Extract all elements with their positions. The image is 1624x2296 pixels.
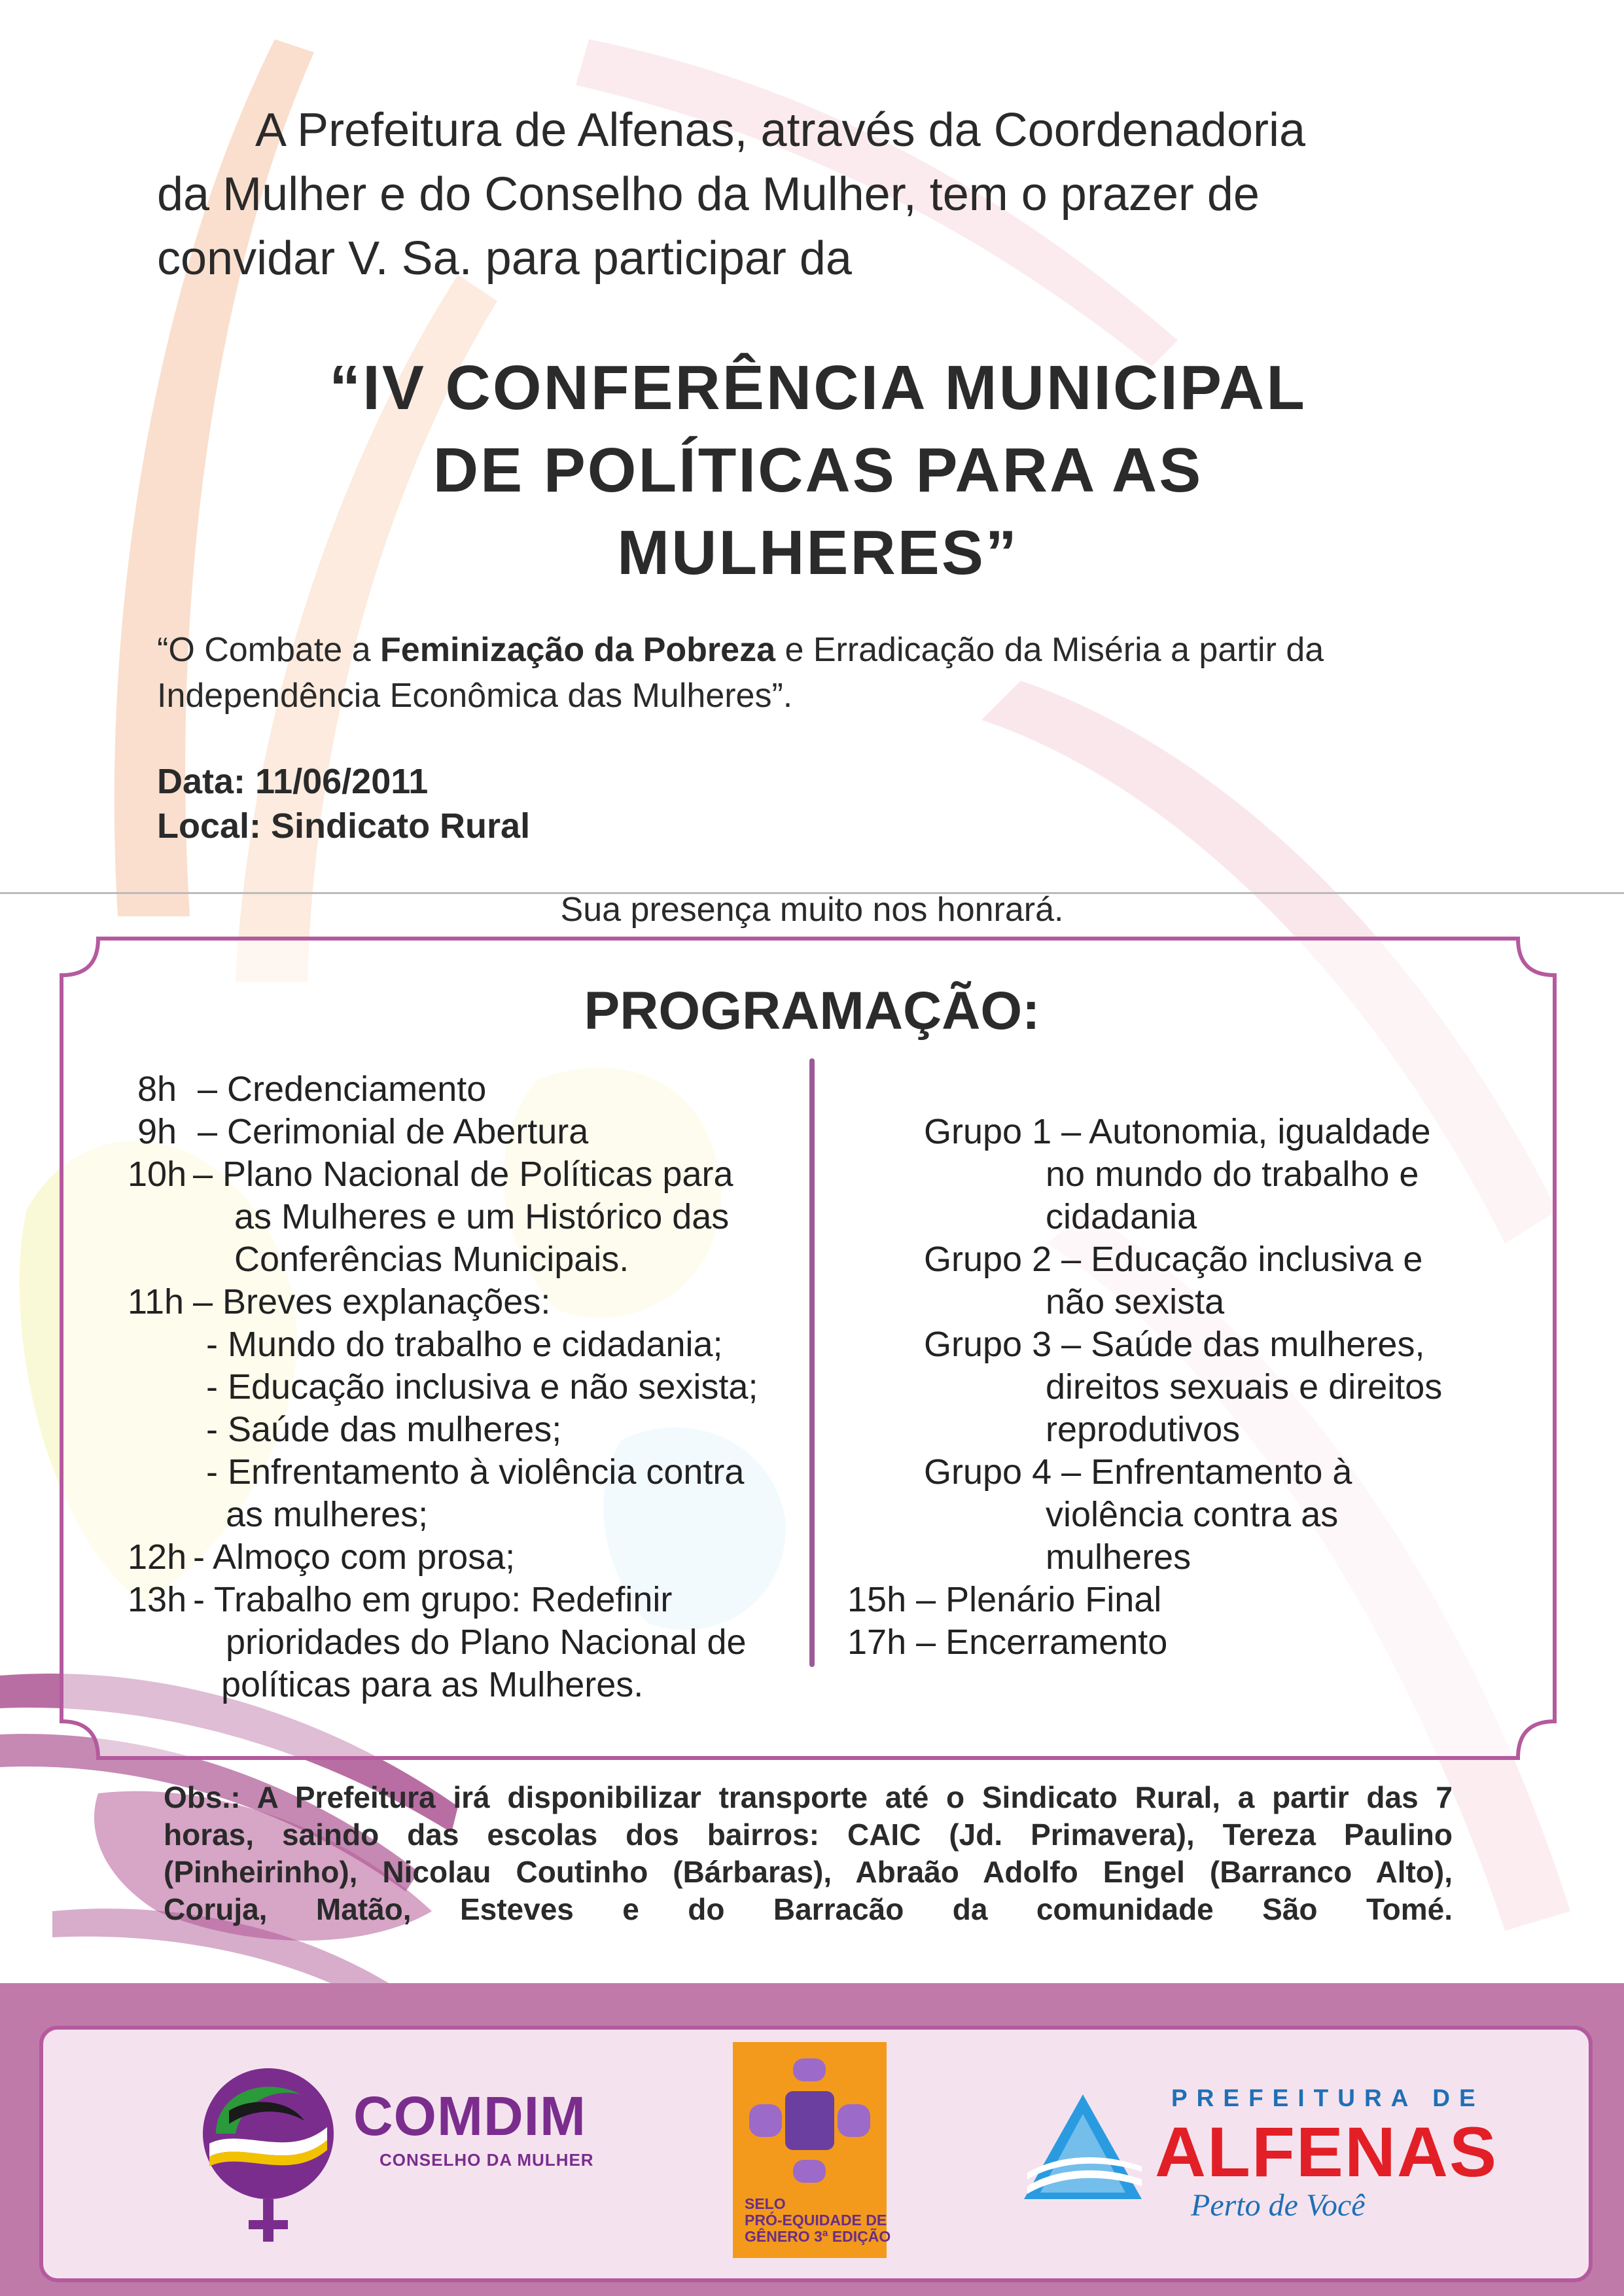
- schedule-time: 11h: [128, 1282, 185, 1321]
- event-info: [157, 759, 530, 848]
- schedule-row: [124, 1111, 805, 1153]
- schedule-row: [124, 1323, 805, 1366]
- schedule-text: - Almoço com prosa;: [193, 1537, 516, 1577]
- group-text: Grupo 1 – Autonomia, igualdade: [924, 1112, 1431, 1151]
- comdim-title: COMDIM: [353, 2085, 586, 2147]
- program-column-divider: [809, 1058, 815, 1667]
- schedule-text: as Mulheres e um Histórico das: [234, 1197, 730, 1236]
- group-row: [844, 1281, 1511, 1323]
- comdim-subtitle: CONSELHO DA MULHER: [380, 2150, 594, 2170]
- title-line-3: MULHERES”: [617, 518, 1019, 588]
- schedule-row: [124, 1664, 805, 1706]
- presence-message: Sua presença muito nos honrará.: [560, 891, 1064, 929]
- group-text: no mundo do trabalho e: [1046, 1155, 1419, 1194]
- schedule-text: - Saúde das mulheres;: [206, 1410, 562, 1449]
- schedule-row: [124, 1451, 805, 1494]
- title-line-1: “IV CONFERÊNCIA MUNICIPAL: [329, 353, 1307, 423]
- invitation-intro: [157, 98, 1485, 291]
- schedule-text: – Cerimonial de Abertura: [198, 1112, 589, 1151]
- schedule-text: - Enfrentamento à violência contra: [206, 1452, 745, 1492]
- schedule-row: [124, 1153, 805, 1196]
- event-date: Data: 11/06/2011: [157, 762, 429, 801]
- group-row: [844, 1494, 1511, 1536]
- group-text: cidadania: [1046, 1197, 1197, 1236]
- schedule-text: Conferências Municipais.: [234, 1240, 629, 1279]
- theme-line-2: Independência Econômica das Mulheres”.: [157, 677, 793, 715]
- event-location: Local: Sindicato Rural: [157, 806, 531, 846]
- schedule-time: 12h: [128, 1537, 187, 1577]
- schedule-time: 13h: [128, 1580, 187, 1619]
- group-row: [844, 1366, 1511, 1408]
- group-text: Grupo 4 – Enfrentamento à: [924, 1452, 1352, 1492]
- group-text: reprodutivos: [1046, 1410, 1241, 1449]
- group-text: não sexista: [1046, 1282, 1225, 1321]
- obs-line-1: Obs.: A Prefeitura irá disponibilizar transporte até o Sindicato Rural, a partir das 7: [164, 1780, 1453, 1814]
- group-row: [844, 1323, 1511, 1366]
- group-text: direitos sexuais e direitos: [1046, 1367, 1443, 1407]
- schedule-text: 15h – Plenário Final: [847, 1580, 1162, 1619]
- group-text: Grupo 2 – Educação inclusiva e: [924, 1240, 1423, 1279]
- schedule-text: - Trabalho em grupo: Redefinir: [193, 1580, 673, 1619]
- schedule-row: [844, 1579, 1511, 1621]
- schedule-row: [124, 1281, 805, 1323]
- conference-theme: [157, 627, 1492, 719]
- schedule-text: - Educação inclusiva e não sexista;: [206, 1367, 758, 1407]
- obs-line-3: (Pinheirinho), Nicolau Coutinho (Bárbaras), Abraão Adolfo Engel (Barranco Alto),: [164, 1855, 1453, 1889]
- title-line-2: DE POLÍTICAS PARA AS: [432, 435, 1203, 505]
- transport-note: [164, 1779, 1453, 1928]
- theme-part-1: “O Combate a: [157, 631, 381, 669]
- group-text: violência contra as: [1046, 1495, 1339, 1534]
- group-row: [844, 1153, 1511, 1196]
- selo-text: [745, 2196, 892, 2245]
- intro-line-2: da Mulher e do Conselho da Mulher, tem o prazer de: [157, 168, 1260, 221]
- schedule-row: [124, 1366, 805, 1408]
- program-title: PROGRAMAÇÃO:: [584, 981, 1040, 1041]
- selo-line-3: GÊNERO 3ª EDIÇÃO: [745, 2228, 891, 2245]
- schedule-row: [124, 1621, 805, 1664]
- schedule-text: - Mundo do trabalho e cidadania;: [206, 1325, 723, 1364]
- prefeitura-label: PREFEITURA DE: [1171, 2085, 1485, 2111]
- alfenas-slogan: Perto de Você: [1191, 2188, 1366, 2223]
- schedule-row: [124, 1238, 805, 1281]
- conference-title: [131, 347, 1505, 594]
- group-text: Grupo 3 – Saúde das mulheres,: [924, 1325, 1425, 1364]
- schedule-row: [124, 1536, 805, 1579]
- schedule-text: políticas para as Mulheres.: [221, 1665, 644, 1704]
- comdim-logo-icon: [190, 2062, 347, 2251]
- schedule-row: [124, 1196, 805, 1238]
- alfenas-logo-icon: [1021, 2088, 1145, 2206]
- intro-line-1: A Prefeitura de Alfenas, através da Coordenadoria: [255, 104, 1306, 156]
- obs-line-2: horas, saindo das escolas dos bairros: CAIC (Jd. Primavera), Tereza Paulino: [164, 1818, 1453, 1852]
- group-row: [844, 1111, 1511, 1153]
- group-row: [844, 1536, 1511, 1579]
- schedule-text: – Breves explanações:: [193, 1282, 551, 1321]
- group-text: mulheres: [1046, 1537, 1192, 1577]
- group-row: [844, 1408, 1511, 1451]
- program-right-column: [844, 1111, 1511, 1664]
- program-left-column: [124, 1068, 805, 1706]
- schedule-time: 8h: [137, 1069, 177, 1109]
- schedule-time: 10h: [128, 1155, 187, 1194]
- schedule-text: – Plano Nacional de Políticas para: [193, 1155, 733, 1194]
- schedule-row: [844, 1621, 1511, 1664]
- alfenas-wordmark: ALFENAS: [1155, 2112, 1498, 2191]
- theme-part-2: e Erradicação da Miséria a partir da: [775, 631, 1324, 669]
- schedule-text: 17h – Encerramento: [847, 1623, 1168, 1662]
- people-icon: [746, 2055, 874, 2186]
- selo-line-1: SELO: [745, 2195, 786, 2212]
- group-row: [844, 1451, 1511, 1494]
- schedule-time: 9h: [137, 1112, 177, 1151]
- selo-line-2: PRÓ-EQUIDADE DE: [745, 2212, 887, 2229]
- theme-bold: Feminização da Pobreza: [380, 631, 775, 669]
- schedule-row: [124, 1494, 805, 1536]
- schedule-text: as mulheres;: [226, 1495, 429, 1534]
- schedule-row: [124, 1408, 805, 1451]
- schedule-row: [124, 1068, 805, 1111]
- schedule-row: [124, 1579, 805, 1621]
- schedule-text: – Credenciamento: [198, 1069, 487, 1109]
- group-row: [844, 1196, 1511, 1238]
- schedule-text: prioridades do Plano Nacional de: [226, 1623, 747, 1662]
- obs-line-4: Coruja, Matão, Esteves e do Barracão da comunidade São Tomé.: [164, 1892, 1453, 1926]
- group-row: [844, 1238, 1511, 1281]
- intro-line-3: convidar V. Sa. para participar da: [157, 232, 852, 285]
